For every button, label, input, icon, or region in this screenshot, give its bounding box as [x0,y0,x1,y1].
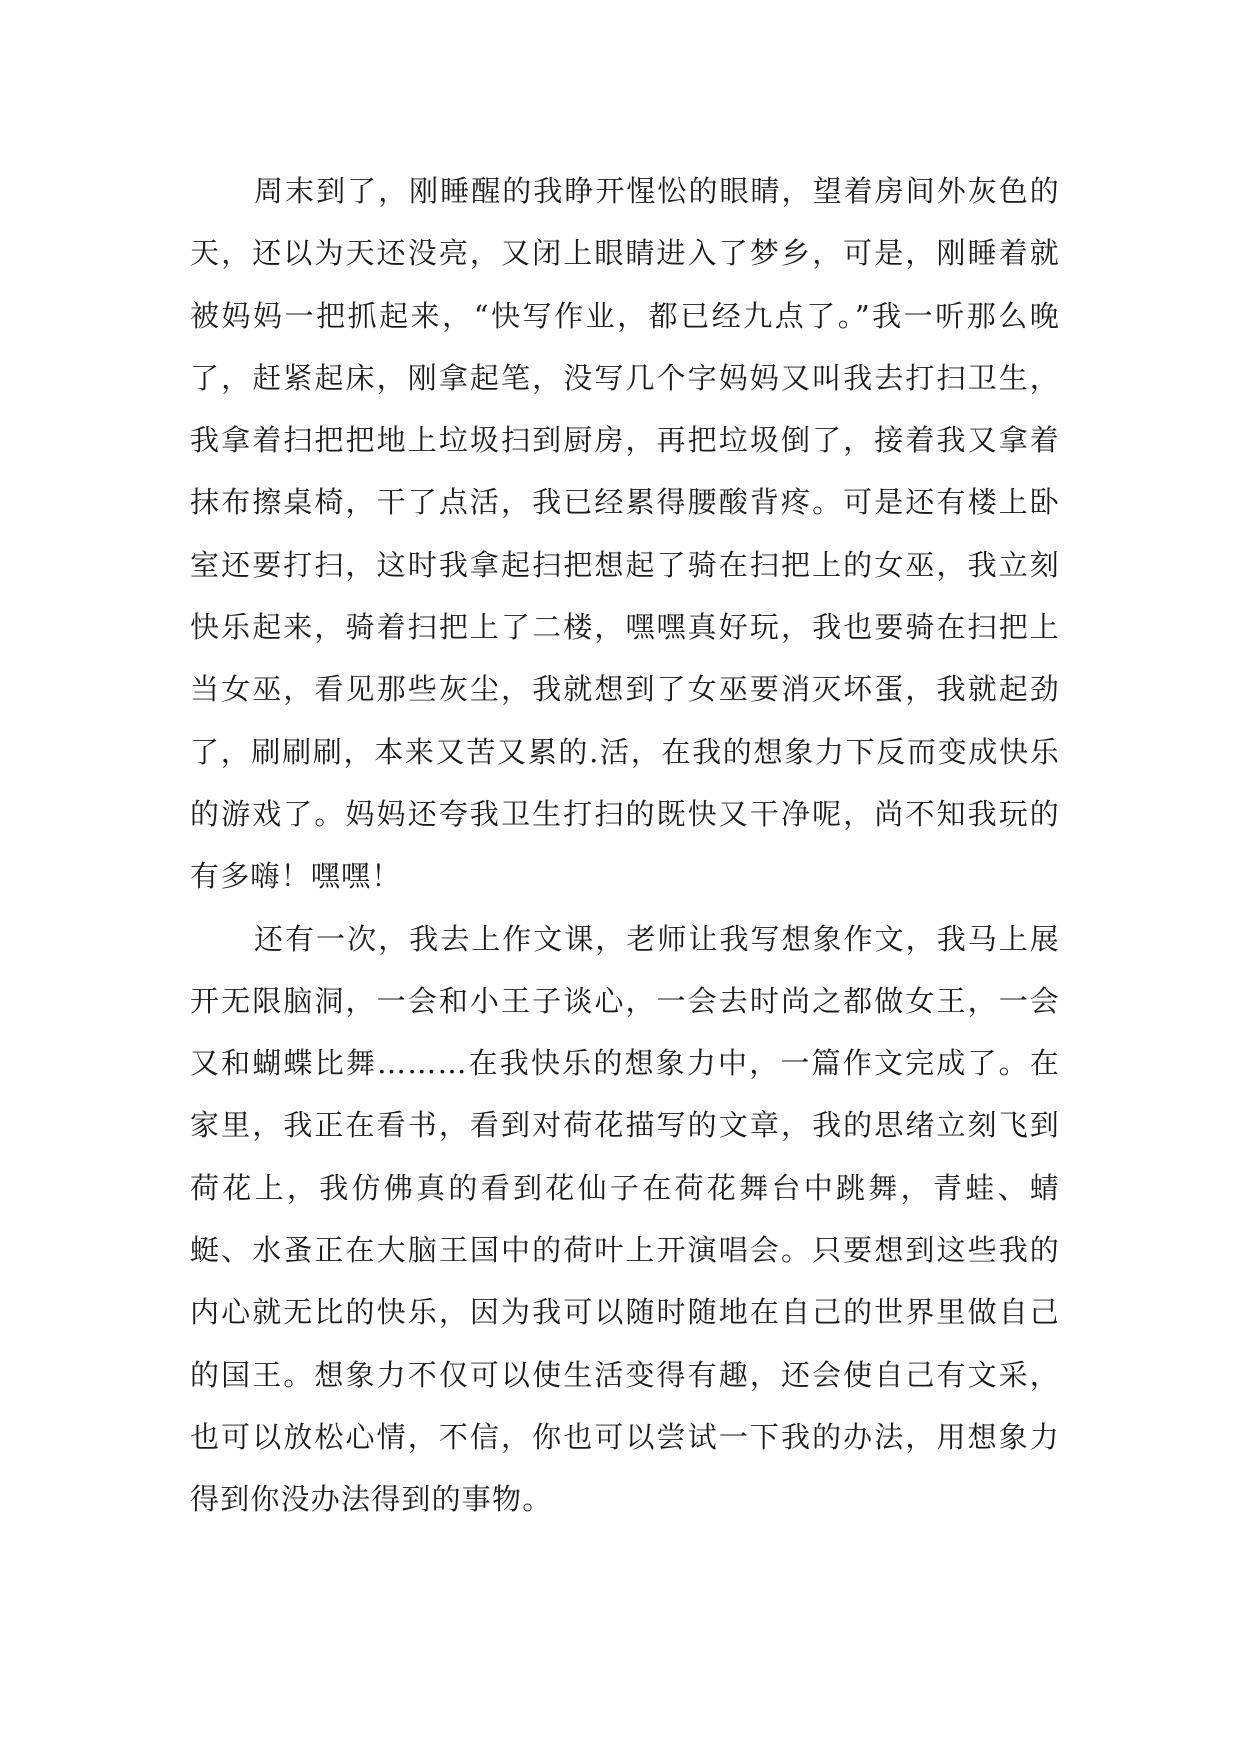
paragraph-2: 还有一次，我去上作文课，老师让我写想象作文，我马上展开无限脑洞，一会和小王子谈心，一会去时尚之都做女王，一会又和蝴蝶比舞………在我快乐的想象力中，一篇作文完成了。在家里，我正在看书，看到对荷花描写的文章，我的思绪立刻飞到荷花上，我仿佛真的看到花仙子在荷花舞台中跳舞，青蛙、蜻蜓、水蚤正在大脑王国中的荷叶上开演唱会。只要想到这些我的内心就无比的快乐，因为我可以随时随地在自己的世界里做自己的国王。想象力不仅可以使生活变得有趣，还会使自己有文采，也可以放松心情，不信，你也可以尝试一下我的办法，用想象力得到你没办法得到的事物。 [190,921,1060,1517]
essay-body [190,160,1060,1531]
paragraph-1: 周末到了，刚睡醒的我睁开惺忪的眼睛，望着房间外灰色的天，还以为天还没亮，又闭上眼睛进入了梦乡，可是，刚睡着就被妈妈一把抓起来，“快写作业，都已经九点了。”我一听那么晚了，赶紧起床，刚拿起笔，没写几个字妈妈又叫我去打扫卫生，我拿着扫把把地上垃圾扫到厨房，再把垃圾倒了，接着我又拿着抹布擦桌椅，干了点活，我已经累得腰酸背疼。可是还有楼上卧室还要打扫，这时我拿起扫把想起了骑在扫把上的女巫，我立刻快乐起来，骑着扫把上了二楼，嘿嘿真好玩，我也要骑在扫把上当女巫，看见那些灰尘，我就想到了女巫要消灭坏蛋，我就起劲了，刷刷刷，本来又苦又累的.活，在我的想象力下反而变成快乐的游戏了。妈妈还夸我卫生打扫的既快又干净呢，尚不知我玩的有多嗨！嘿嘿！ [190,174,1060,894]
